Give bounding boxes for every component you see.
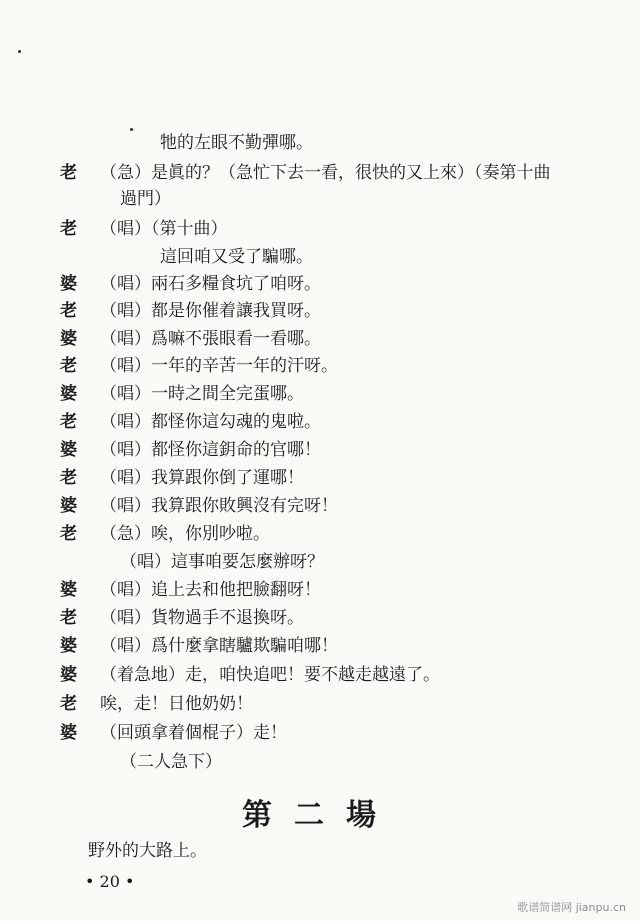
script-line: 婆 （回頭拿着個棍子）走！ [60, 720, 600, 746]
speaker-label: 婆 [60, 496, 77, 516]
speaker-label: 婆 [60, 723, 77, 743]
speaker-label: 老 [60, 163, 77, 183]
script-line: 老 （唱）（第十曲） [60, 216, 600, 242]
script-line: 婆 （唱）兩石多糧食坑了咱呀。 [60, 271, 600, 297]
script-line: 老 （唱）都怪你這勾魂的鬼啦。 [60, 409, 600, 435]
speaker-label: 老 [60, 468, 77, 488]
script-line: 婆 （唱）一時之間全完蛋哪。 [60, 381, 600, 407]
script-line: 老 （唱）我算跟你倒了運哪！ [60, 465, 600, 491]
script-line: 老 （急）唉，你別吵啦。 [60, 521, 600, 547]
script-line: 過門） [120, 189, 171, 209]
speaker-label: 婆 [60, 580, 77, 600]
script-line: （唱）這事咱要怎麼辦呀？ [120, 552, 324, 572]
script-line: 婆 （唱）追上去和他把臉翻呀！ [60, 577, 600, 603]
script-line: 老 （唱）都是你催着讓我買呀。 [60, 298, 600, 324]
script-line: 婆 （唱）都怪你這鈅命的官哪！ [60, 437, 600, 463]
speaker-label: 老 [60, 694, 77, 714]
stage-direction: （二人急下） [120, 752, 222, 772]
script-line: 這回咱又受了騙哪。 [160, 247, 313, 267]
script-line: 牠的左眼不勤彈哪。 [160, 133, 313, 153]
speaker-label: 婆 [60, 384, 77, 404]
script-line: 老 唉，走！日他奶奶！ [60, 691, 600, 717]
script-line: 婆 （着急地）走，咱快追吧！要不越走越遠了。 [60, 662, 600, 688]
speaker-label: 婆 [60, 329, 77, 349]
speaker-label: 婆 [60, 665, 77, 685]
page-number: • 20 • [85, 872, 135, 891]
script-line: 婆 （唱）爲嘛不張眼看一看哪。 [60, 326, 600, 352]
speaker-label: 老 [60, 412, 77, 432]
scene-setting: 野外的大路上。 [88, 841, 207, 861]
script-line: 老 （唱）一年的辛苦一年的汗呀。 [60, 353, 600, 379]
speaker-label: 婆 [60, 274, 77, 294]
speaker-label: 老 [60, 301, 77, 321]
ink-mark [18, 50, 21, 53]
scene-title: 第二場 [242, 798, 398, 833]
speaker-label: 老 [60, 524, 77, 544]
speaker-label: 老 [60, 219, 77, 239]
script-line: 婆 （唱）我算跟你敗興沒有完呀！ [60, 493, 600, 519]
speaker-label: 老 [60, 608, 77, 628]
watermark: 歌谱简谱网 jianpu.cn [517, 901, 626, 914]
speaker-label: 老 [60, 356, 77, 376]
speaker-label: 婆 [60, 636, 77, 656]
script-line: 老 （唱）貨物過手不退換呀。 [60, 605, 600, 631]
script-line: 老 （急）是眞的？（急忙下去一看，很快的又上來）（奏第十曲 [60, 160, 600, 186]
speaker-label: 婆 [60, 440, 77, 460]
script-line: 婆 （唱）爲什麼拿瞎驢欺騙咱哪！ [60, 633, 600, 659]
